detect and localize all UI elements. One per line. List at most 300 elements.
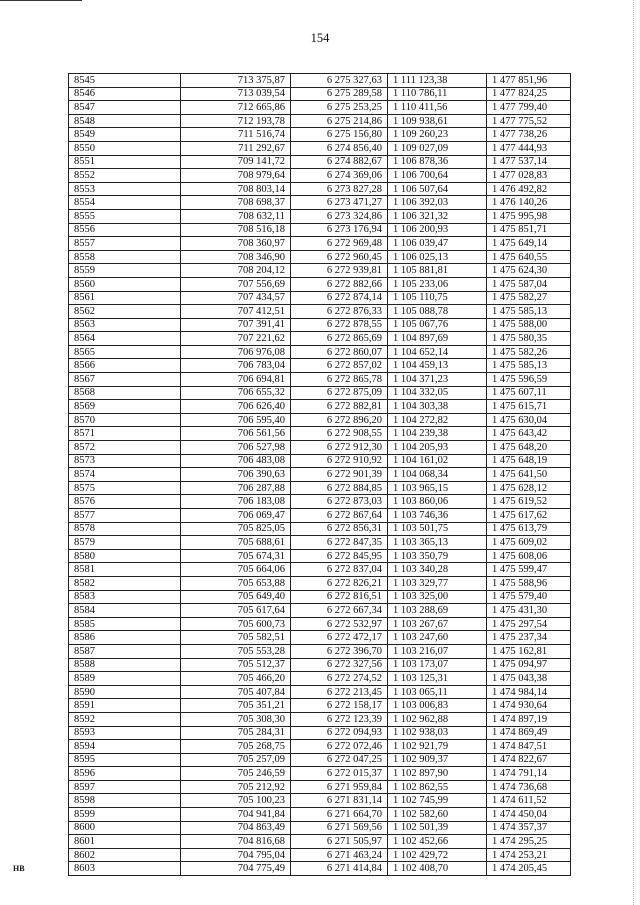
point-number-cell: 8563 bbox=[69, 318, 181, 332]
point-number-cell: 8593 bbox=[69, 726, 181, 740]
table-row bbox=[69, 808, 571, 822]
x2-coordinate-cell: 1 105 233,06 bbox=[388, 277, 487, 291]
y-coordinate-cell: 6 272 875,09 bbox=[291, 386, 388, 400]
y2-coordinate-cell: 1 475 648,19 bbox=[487, 454, 571, 468]
table-row bbox=[69, 481, 571, 495]
x2-coordinate-cell: 1 102 429,72 bbox=[388, 848, 487, 862]
point-number-cell: 8580 bbox=[69, 549, 181, 563]
x-coordinate-cell: 705 688,61 bbox=[181, 536, 291, 550]
x-coordinate-cell: 712 193,78 bbox=[181, 114, 291, 128]
y-coordinate-cell: 6 272 274,52 bbox=[291, 672, 388, 686]
x-coordinate-cell: 704 775,49 bbox=[181, 862, 291, 876]
table-row bbox=[69, 141, 571, 155]
x-coordinate-cell: 705 649,40 bbox=[181, 590, 291, 604]
table-row bbox=[69, 237, 571, 251]
table-row bbox=[69, 128, 571, 142]
x-coordinate-cell: 705 351,21 bbox=[181, 699, 291, 713]
x-coordinate-cell: 706 069,47 bbox=[181, 509, 291, 523]
table-row bbox=[69, 305, 571, 319]
point-number-cell: 8569 bbox=[69, 400, 181, 414]
y2-coordinate-cell: 1 475 630,04 bbox=[487, 413, 571, 427]
y-coordinate-cell: 6 272 884,85 bbox=[291, 481, 388, 495]
x2-coordinate-cell: 1 104 239,38 bbox=[388, 427, 487, 441]
x-coordinate-cell: 709 141,72 bbox=[181, 155, 291, 169]
y2-coordinate-cell: 1 477 537,14 bbox=[487, 155, 571, 169]
table-row bbox=[69, 712, 571, 726]
x2-coordinate-cell: 1 102 452,66 bbox=[388, 835, 487, 849]
y-coordinate-cell: 6 272 072,46 bbox=[291, 740, 388, 754]
table-row bbox=[69, 631, 571, 645]
point-number-cell: 8601 bbox=[69, 835, 181, 849]
y-coordinate-cell: 6 275 253,25 bbox=[291, 101, 388, 115]
point-number-cell: 8557 bbox=[69, 237, 181, 251]
x2-coordinate-cell: 1 103 365,13 bbox=[388, 536, 487, 550]
table-row bbox=[69, 250, 571, 264]
coordinates-table-body bbox=[69, 74, 571, 876]
x-coordinate-cell: 708 632,11 bbox=[181, 209, 291, 223]
y2-coordinate-cell: 1 477 028,83 bbox=[487, 169, 571, 183]
y-coordinate-cell: 6 272 901,39 bbox=[291, 468, 388, 482]
y-coordinate-cell: 6 273 827,28 bbox=[291, 182, 388, 196]
y-coordinate-cell: 6 273 324,86 bbox=[291, 209, 388, 223]
table-row bbox=[69, 862, 571, 876]
y-coordinate-cell: 6 272 826,21 bbox=[291, 576, 388, 590]
table-row bbox=[69, 590, 571, 604]
x-coordinate-cell: 708 360,97 bbox=[181, 237, 291, 251]
point-number-cell: 8577 bbox=[69, 509, 181, 523]
y-coordinate-cell: 6 271 569,56 bbox=[291, 821, 388, 835]
point-number-cell: 8600 bbox=[69, 821, 181, 835]
y-coordinate-cell: 6 275 156,80 bbox=[291, 128, 388, 142]
x2-coordinate-cell: 1 102 938,03 bbox=[388, 726, 487, 740]
y-coordinate-cell: 6 272 882,81 bbox=[291, 400, 388, 414]
x2-coordinate-cell: 1 102 501,39 bbox=[388, 821, 487, 835]
y-coordinate-cell: 6 275 327,63 bbox=[291, 74, 388, 88]
y-coordinate-cell: 6 275 289,58 bbox=[291, 87, 388, 101]
x-coordinate-cell: 706 655,32 bbox=[181, 386, 291, 400]
table-row bbox=[69, 835, 571, 849]
y2-coordinate-cell: 1 476 492,82 bbox=[487, 182, 571, 196]
x2-coordinate-cell: 1 105 110,75 bbox=[388, 291, 487, 305]
point-number-cell: 8550 bbox=[69, 141, 181, 155]
x2-coordinate-cell: 1 103 350,79 bbox=[388, 549, 487, 563]
point-number-cell: 8561 bbox=[69, 291, 181, 305]
x2-coordinate-cell: 1 104 332,05 bbox=[388, 386, 487, 400]
y-coordinate-cell: 6 272 874,14 bbox=[291, 291, 388, 305]
y2-coordinate-cell: 1 475 585,13 bbox=[487, 305, 571, 319]
point-number-cell: 8555 bbox=[69, 209, 181, 223]
point-number-cell: 8586 bbox=[69, 631, 181, 645]
table-row bbox=[69, 427, 571, 441]
x-coordinate-cell: 705 512,37 bbox=[181, 658, 291, 672]
table-row bbox=[69, 699, 571, 713]
x-coordinate-cell: 705 100,23 bbox=[181, 794, 291, 808]
y2-coordinate-cell: 1 475 237,34 bbox=[487, 631, 571, 645]
x2-coordinate-cell: 1 102 745,99 bbox=[388, 794, 487, 808]
point-number-cell: 8564 bbox=[69, 332, 181, 346]
x2-coordinate-cell: 1 106 700,64 bbox=[388, 169, 487, 183]
y2-coordinate-cell: 1 475 043,38 bbox=[487, 672, 571, 686]
point-number-cell: 8585 bbox=[69, 617, 181, 631]
point-number-cell: 8553 bbox=[69, 182, 181, 196]
table-row bbox=[69, 413, 571, 427]
x2-coordinate-cell: 1 103 125,31 bbox=[388, 672, 487, 686]
x2-coordinate-cell: 1 104 371,23 bbox=[388, 373, 487, 387]
y2-coordinate-cell: 1 474 736,68 bbox=[487, 780, 571, 794]
y2-coordinate-cell: 1 474 984,14 bbox=[487, 685, 571, 699]
y2-coordinate-cell: 1 474 611,52 bbox=[487, 794, 571, 808]
x-coordinate-cell: 705 653,88 bbox=[181, 576, 291, 590]
point-number-cell: 8587 bbox=[69, 644, 181, 658]
x2-coordinate-cell: 1 109 027,09 bbox=[388, 141, 487, 155]
y2-coordinate-cell: 1 475 587,04 bbox=[487, 277, 571, 291]
y2-coordinate-cell: 1 475 162,81 bbox=[487, 644, 571, 658]
table-row bbox=[69, 740, 571, 754]
x2-coordinate-cell: 1 103 006,83 bbox=[388, 699, 487, 713]
y-coordinate-cell: 6 271 831,14 bbox=[291, 794, 388, 808]
y2-coordinate-cell: 1 475 582,26 bbox=[487, 345, 571, 359]
point-number-cell: 8590 bbox=[69, 685, 181, 699]
y-coordinate-cell: 6 273 176,94 bbox=[291, 223, 388, 237]
y-coordinate-cell: 6 272 847,35 bbox=[291, 536, 388, 550]
point-number-cell: 8589 bbox=[69, 672, 181, 686]
x2-coordinate-cell: 1 104 205,93 bbox=[388, 441, 487, 455]
y2-coordinate-cell: 1 477 851,96 bbox=[487, 74, 571, 88]
y2-coordinate-cell: 1 475 619,52 bbox=[487, 495, 571, 509]
table-row bbox=[69, 522, 571, 536]
y-coordinate-cell: 6 272 816,51 bbox=[291, 590, 388, 604]
point-number-cell: 8603 bbox=[69, 862, 181, 876]
x2-coordinate-cell: 1 103 340,28 bbox=[388, 563, 487, 577]
y-coordinate-cell: 6 272 213,45 bbox=[291, 685, 388, 699]
table-row bbox=[69, 454, 571, 468]
y-coordinate-cell: 6 272 094,93 bbox=[291, 726, 388, 740]
x2-coordinate-cell: 1 102 408,70 bbox=[388, 862, 487, 876]
table-row bbox=[69, 563, 571, 577]
table-row bbox=[69, 468, 571, 482]
y-coordinate-cell: 6 271 505,97 bbox=[291, 835, 388, 849]
x2-coordinate-cell: 1 102 862,55 bbox=[388, 780, 487, 794]
y-coordinate-cell: 6 272 969,48 bbox=[291, 237, 388, 251]
table-row bbox=[69, 658, 571, 672]
y2-coordinate-cell: 1 474 791,14 bbox=[487, 767, 571, 781]
y-coordinate-cell: 6 272 865,78 bbox=[291, 373, 388, 387]
y2-coordinate-cell: 1 475 640,55 bbox=[487, 250, 571, 264]
x-coordinate-cell: 705 308,30 bbox=[181, 712, 291, 726]
point-number-cell: 8579 bbox=[69, 536, 181, 550]
x-coordinate-cell: 705 407,84 bbox=[181, 685, 291, 699]
y-coordinate-cell: 6 272 845,95 bbox=[291, 549, 388, 563]
point-number-cell: 8595 bbox=[69, 753, 181, 767]
x-coordinate-cell: 708 204,12 bbox=[181, 264, 291, 278]
table-row bbox=[69, 644, 571, 658]
point-number-cell: 8578 bbox=[69, 522, 181, 536]
x-coordinate-cell: 705 825,05 bbox=[181, 522, 291, 536]
y2-coordinate-cell: 1 475 579,40 bbox=[487, 590, 571, 604]
y-coordinate-cell: 6 271 664,70 bbox=[291, 808, 388, 822]
y2-coordinate-cell: 1 474 205,45 bbox=[487, 862, 571, 876]
table-row bbox=[69, 753, 571, 767]
table-row bbox=[69, 277, 571, 291]
x2-coordinate-cell: 1 104 652,14 bbox=[388, 345, 487, 359]
y2-coordinate-cell: 1 474 930,64 bbox=[487, 699, 571, 713]
y-coordinate-cell: 6 272 123,39 bbox=[291, 712, 388, 726]
y-coordinate-cell: 6 272 896,20 bbox=[291, 413, 388, 427]
y2-coordinate-cell: 1 475 431,30 bbox=[487, 604, 571, 618]
table-row bbox=[69, 74, 571, 88]
point-number-cell: 8565 bbox=[69, 345, 181, 359]
x-coordinate-cell: 711 292,67 bbox=[181, 141, 291, 155]
x2-coordinate-cell: 1 105 881,81 bbox=[388, 264, 487, 278]
y-coordinate-cell: 6 273 471,27 bbox=[291, 196, 388, 210]
table-row bbox=[69, 821, 571, 835]
table-row bbox=[69, 848, 571, 862]
x-coordinate-cell: 705 466,20 bbox=[181, 672, 291, 686]
point-number-cell: 8571 bbox=[69, 427, 181, 441]
y2-coordinate-cell: 1 475 582,27 bbox=[487, 291, 571, 305]
x2-coordinate-cell: 1 102 921,79 bbox=[388, 740, 487, 754]
y2-coordinate-cell: 1 476 140,26 bbox=[487, 196, 571, 210]
point-number-cell: 8588 bbox=[69, 658, 181, 672]
table-row bbox=[69, 114, 571, 128]
y2-coordinate-cell: 1 475 995,98 bbox=[487, 209, 571, 223]
y-coordinate-cell: 6 272 837,04 bbox=[291, 563, 388, 577]
x2-coordinate-cell: 1 104 459,13 bbox=[388, 359, 487, 373]
table-row bbox=[69, 318, 571, 332]
y2-coordinate-cell: 1 475 613,79 bbox=[487, 522, 571, 536]
y-coordinate-cell: 6 272 327,56 bbox=[291, 658, 388, 672]
table-row bbox=[69, 441, 571, 455]
x-coordinate-cell: 705 617,64 bbox=[181, 604, 291, 618]
y2-coordinate-cell: 1 475 607,11 bbox=[487, 386, 571, 400]
table-row bbox=[69, 182, 571, 196]
y-coordinate-cell: 6 272 882,66 bbox=[291, 277, 388, 291]
y-coordinate-cell: 6 271 959,84 bbox=[291, 780, 388, 794]
y2-coordinate-cell: 1 475 851,71 bbox=[487, 223, 571, 237]
x2-coordinate-cell: 1 103 288,69 bbox=[388, 604, 487, 618]
y-coordinate-cell: 6 272 910,92 bbox=[291, 454, 388, 468]
point-number-cell: 8599 bbox=[69, 808, 181, 822]
x-coordinate-cell: 711 516,74 bbox=[181, 128, 291, 142]
y2-coordinate-cell: 1 475 297,54 bbox=[487, 617, 571, 631]
x-coordinate-cell: 713 375,87 bbox=[181, 74, 291, 88]
y-coordinate-cell: 6 272 876,33 bbox=[291, 305, 388, 319]
point-number-cell: 8592 bbox=[69, 712, 181, 726]
table-row bbox=[69, 604, 571, 618]
y2-coordinate-cell: 1 477 444,93 bbox=[487, 141, 571, 155]
x2-coordinate-cell: 1 105 067,76 bbox=[388, 318, 487, 332]
x2-coordinate-cell: 1 102 962,88 bbox=[388, 712, 487, 726]
point-number-cell: 8572 bbox=[69, 441, 181, 455]
table-row bbox=[69, 509, 571, 523]
y2-coordinate-cell: 1 475 649,14 bbox=[487, 237, 571, 251]
point-number-cell: 8559 bbox=[69, 264, 181, 278]
point-number-cell: 8598 bbox=[69, 794, 181, 808]
y2-coordinate-cell: 1 475 628,12 bbox=[487, 481, 571, 495]
x-coordinate-cell: 708 803,14 bbox=[181, 182, 291, 196]
x2-coordinate-cell: 1 103 173,07 bbox=[388, 658, 487, 672]
x2-coordinate-cell: 1 106 039,47 bbox=[388, 237, 487, 251]
point-number-cell: 8574 bbox=[69, 468, 181, 482]
table-row bbox=[69, 101, 571, 115]
point-number-cell: 8596 bbox=[69, 767, 181, 781]
x-coordinate-cell: 705 257,09 bbox=[181, 753, 291, 767]
y-coordinate-cell: 6 274 882,67 bbox=[291, 155, 388, 169]
y2-coordinate-cell: 1 475 643,42 bbox=[487, 427, 571, 441]
x2-coordinate-cell: 1 103 329,77 bbox=[388, 576, 487, 590]
table-row bbox=[69, 685, 571, 699]
x2-coordinate-cell: 1 104 897,69 bbox=[388, 332, 487, 346]
table-row bbox=[69, 794, 571, 808]
x-coordinate-cell: 706 561,56 bbox=[181, 427, 291, 441]
y-coordinate-cell: 6 272 158,17 bbox=[291, 699, 388, 713]
table-row bbox=[69, 359, 571, 373]
x-coordinate-cell: 708 979,64 bbox=[181, 169, 291, 183]
y-coordinate-cell: 6 272 472,17 bbox=[291, 631, 388, 645]
table-row bbox=[69, 264, 571, 278]
x-coordinate-cell: 706 183,08 bbox=[181, 495, 291, 509]
y2-coordinate-cell: 1 477 775,52 bbox=[487, 114, 571, 128]
x-coordinate-cell: 704 863,49 bbox=[181, 821, 291, 835]
x-coordinate-cell: 706 527,98 bbox=[181, 441, 291, 455]
point-number-cell: 8552 bbox=[69, 169, 181, 183]
x2-coordinate-cell: 1 102 582,60 bbox=[388, 808, 487, 822]
table-row bbox=[69, 196, 571, 210]
point-number-cell: 8560 bbox=[69, 277, 181, 291]
y-coordinate-cell: 6 272 860,07 bbox=[291, 345, 388, 359]
table-row bbox=[69, 536, 571, 550]
table-row bbox=[69, 209, 571, 223]
x2-coordinate-cell: 1 103 267,67 bbox=[388, 617, 487, 631]
x2-coordinate-cell: 1 103 216,07 bbox=[388, 644, 487, 658]
point-number-cell: 8570 bbox=[69, 413, 181, 427]
y-coordinate-cell: 6 274 856,40 bbox=[291, 141, 388, 155]
x2-coordinate-cell: 1 106 200,93 bbox=[388, 223, 487, 237]
x-coordinate-cell: 706 694,81 bbox=[181, 373, 291, 387]
point-number-cell: 8548 bbox=[69, 114, 181, 128]
table-row bbox=[69, 332, 571, 346]
x2-coordinate-cell: 1 104 068,34 bbox=[388, 468, 487, 482]
y-coordinate-cell: 6 272 960,45 bbox=[291, 250, 388, 264]
y-coordinate-cell: 6 272 667,34 bbox=[291, 604, 388, 618]
y-coordinate-cell: 6 272 873,03 bbox=[291, 495, 388, 509]
point-number-cell: 8581 bbox=[69, 563, 181, 577]
x2-coordinate-cell: 1 102 897,90 bbox=[388, 767, 487, 781]
y2-coordinate-cell: 1 477 799,40 bbox=[487, 101, 571, 115]
y2-coordinate-cell: 1 475 599,47 bbox=[487, 563, 571, 577]
point-number-cell: 8602 bbox=[69, 848, 181, 862]
y-coordinate-cell: 6 272 015,37 bbox=[291, 767, 388, 781]
table-row bbox=[69, 345, 571, 359]
x2-coordinate-cell: 1 106 878,36 bbox=[388, 155, 487, 169]
x2-coordinate-cell: 1 104 303,38 bbox=[388, 400, 487, 414]
point-number-cell: 8575 bbox=[69, 481, 181, 495]
x-coordinate-cell: 705 553,28 bbox=[181, 644, 291, 658]
y-coordinate-cell: 6 272 865,69 bbox=[291, 332, 388, 346]
x-coordinate-cell: 705 246,59 bbox=[181, 767, 291, 781]
y2-coordinate-cell: 1 477 824,25 bbox=[487, 87, 571, 101]
table-row bbox=[69, 155, 571, 169]
y2-coordinate-cell: 1 475 094,97 bbox=[487, 658, 571, 672]
point-number-cell: 8551 bbox=[69, 155, 181, 169]
y-coordinate-cell: 6 272 396,70 bbox=[291, 644, 388, 658]
y2-coordinate-cell: 1 475 648,20 bbox=[487, 441, 571, 455]
x-coordinate-cell: 713 039,54 bbox=[181, 87, 291, 101]
x-coordinate-cell: 707 221,62 bbox=[181, 332, 291, 346]
x2-coordinate-cell: 1 111 123,38 bbox=[388, 74, 487, 88]
point-number-cell: 8584 bbox=[69, 604, 181, 618]
y-coordinate-cell: 6 272 532,97 bbox=[291, 617, 388, 631]
x2-coordinate-cell: 1 106 321,32 bbox=[388, 209, 487, 223]
point-number-cell: 8547 bbox=[69, 101, 181, 115]
point-number-cell: 8546 bbox=[69, 87, 181, 101]
footer-mark: НВ bbox=[13, 864, 25, 873]
table-row bbox=[69, 223, 571, 237]
x-coordinate-cell: 707 412,51 bbox=[181, 305, 291, 319]
x-coordinate-cell: 706 595,40 bbox=[181, 413, 291, 427]
y-coordinate-cell: 6 271 414,84 bbox=[291, 862, 388, 876]
y2-coordinate-cell: 1 474 357,37 bbox=[487, 821, 571, 835]
x-coordinate-cell: 707 391,41 bbox=[181, 318, 291, 332]
x-coordinate-cell: 707 556,69 bbox=[181, 277, 291, 291]
coordinates-table bbox=[68, 73, 571, 876]
y-coordinate-cell: 6 272 939,81 bbox=[291, 264, 388, 278]
y-coordinate-cell: 6 272 857,02 bbox=[291, 359, 388, 373]
x-coordinate-cell: 705 212,92 bbox=[181, 780, 291, 794]
y2-coordinate-cell: 1 475 624,30 bbox=[487, 264, 571, 278]
x2-coordinate-cell: 1 103 247,60 bbox=[388, 631, 487, 645]
x-coordinate-cell: 706 976,08 bbox=[181, 345, 291, 359]
point-number-cell: 8554 bbox=[69, 196, 181, 210]
y2-coordinate-cell: 1 475 585,13 bbox=[487, 359, 571, 373]
table-row bbox=[69, 169, 571, 183]
y-coordinate-cell: 6 271 463,24 bbox=[291, 848, 388, 862]
point-number-cell: 8568 bbox=[69, 386, 181, 400]
y2-coordinate-cell: 1 474 822,67 bbox=[487, 753, 571, 767]
x2-coordinate-cell: 1 106 025,13 bbox=[388, 250, 487, 264]
x-coordinate-cell: 706 626,40 bbox=[181, 400, 291, 414]
x-coordinate-cell: 706 783,04 bbox=[181, 359, 291, 373]
x-coordinate-cell: 707 434,57 bbox=[181, 291, 291, 305]
x2-coordinate-cell: 1 106 507,64 bbox=[388, 182, 487, 196]
y2-coordinate-cell: 1 475 608,06 bbox=[487, 549, 571, 563]
x-coordinate-cell: 704 941,84 bbox=[181, 808, 291, 822]
point-number-cell: 8597 bbox=[69, 780, 181, 794]
y-coordinate-cell: 6 272 908,55 bbox=[291, 427, 388, 441]
x-coordinate-cell: 705 600,73 bbox=[181, 617, 291, 631]
y2-coordinate-cell: 1 474 253,21 bbox=[487, 848, 571, 862]
y2-coordinate-cell: 1 475 615,71 bbox=[487, 400, 571, 414]
point-number-cell: 8576 bbox=[69, 495, 181, 509]
y2-coordinate-cell: 1 475 617,62 bbox=[487, 509, 571, 523]
x2-coordinate-cell: 1 110 411,56 bbox=[388, 101, 487, 115]
x-coordinate-cell: 704 816,68 bbox=[181, 835, 291, 849]
point-number-cell: 8549 bbox=[69, 128, 181, 142]
x2-coordinate-cell: 1 110 786,11 bbox=[388, 87, 487, 101]
point-number-cell: 8594 bbox=[69, 740, 181, 754]
x2-coordinate-cell: 1 104 161,02 bbox=[388, 454, 487, 468]
table-row bbox=[69, 549, 571, 563]
x-coordinate-cell: 705 284,31 bbox=[181, 726, 291, 740]
y2-coordinate-cell: 1 474 897,19 bbox=[487, 712, 571, 726]
top-rule bbox=[0, 0, 82, 1]
x-coordinate-cell: 706 390,63 bbox=[181, 468, 291, 482]
y2-coordinate-cell: 1 475 609,02 bbox=[487, 536, 571, 550]
page-number: 154 bbox=[310, 31, 330, 45]
y2-coordinate-cell: 1 475 596,59 bbox=[487, 373, 571, 387]
y2-coordinate-cell: 1 475 588,00 bbox=[487, 318, 571, 332]
x2-coordinate-cell: 1 109 938,61 bbox=[388, 114, 487, 128]
